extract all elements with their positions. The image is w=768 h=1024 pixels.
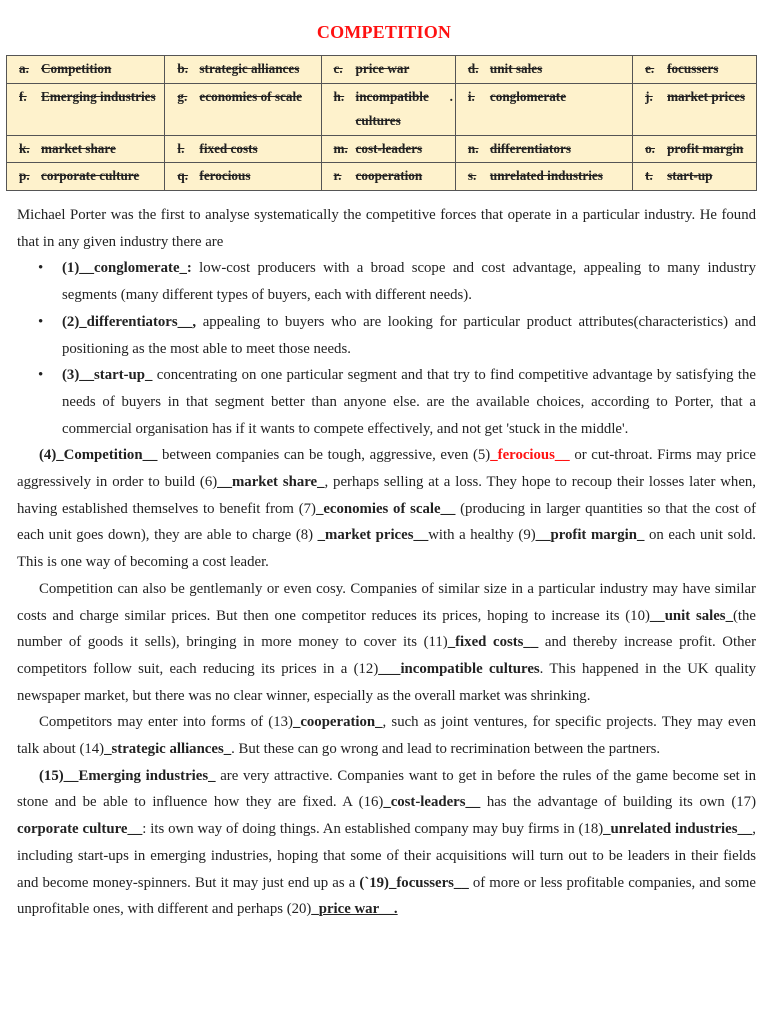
list-item <box>17 255 756 308</box>
term-text: Emerging industries <box>41 88 156 104</box>
term-letter: b. <box>177 61 189 76</box>
word-bank-term <box>177 57 318 82</box>
list-item-text: concentrating on one particular segment and that try to find competitive advantage by satisfying the needs of buyers in that segment better than anyone else. are the available choices, according to Porter, that a commercial organisation has if it wants to compete effectively, and not get 'stuck in the middle'. <box>62 367 756 437</box>
word-bank-cell <box>455 163 632 191</box>
word-bank-cell <box>633 163 757 191</box>
term-text: focussers <box>667 61 719 76</box>
term-letter: a. <box>19 61 29 76</box>
term-text: differentiators <box>489 140 571 156</box>
text: and thereby increase profit. Other competitors follow suit, each reducing its prices in a (12) <box>17 634 756 677</box>
term-text: unrelated industries <box>489 168 603 183</box>
text: : its own way of doing things. An established company may buy firms in (18) <box>142 821 604 838</box>
term-text: unit sales <box>489 61 543 76</box>
word-bank-row <box>7 163 757 191</box>
answer-17: corporate culture__ <box>17 821 143 838</box>
answer-4: (4)_Competition__ <box>39 447 158 464</box>
bullet-icon: • <box>38 260 44 277</box>
word-bank-term <box>468 57 630 82</box>
term-letter: g. <box>177 88 188 104</box>
word-bank-term <box>19 164 162 189</box>
word-bank-term <box>334 137 453 162</box>
term-letter: n. <box>467 140 479 156</box>
term-letter: t. <box>645 168 653 183</box>
term-text: fixed costs <box>199 140 258 156</box>
paragraph-price-war <box>17 576 756 710</box>
list-item <box>17 362 756 442</box>
text: (producing in larger quantities so that the cost of each unit goes down), they are able to charge (8) <box>17 500 757 544</box>
word-bank-cell <box>165 83 321 135</box>
word-bank-cell <box>633 56 757 84</box>
word-bank-term <box>645 57 754 82</box>
term-letter: m. <box>333 140 348 156</box>
term-text: conglomerate <box>489 88 567 104</box>
word-bank-cell <box>633 83 757 135</box>
term-text: ferocious <box>199 168 251 183</box>
answer-5: _ferocious__ <box>490 447 570 464</box>
word-bank-term <box>468 137 630 162</box>
term-letter: d. <box>467 61 479 76</box>
word-bank-term <box>645 137 754 162</box>
term-letter: j. <box>645 88 653 104</box>
text: , perhaps selling at a loss. They hope to recoup their losses later when, having established themselves to benefit from (7) <box>17 474 756 517</box>
answer-8: _market prices__ <box>317 527 429 544</box>
term-text: price war <box>355 61 410 76</box>
word-bank-cell <box>321 83 455 135</box>
term-letter: f. <box>19 88 27 104</box>
term-letter: h. <box>333 88 345 104</box>
word-bank-term <box>468 85 630 110</box>
term-text: cost-leaders <box>355 140 423 156</box>
answer-10: __unit sales_ <box>649 607 733 624</box>
answer-12: ___incompatible cultures <box>378 660 540 677</box>
term-text: market prices <box>667 88 746 104</box>
porter-strategies-list <box>17 255 756 442</box>
text: on each unit sold. This is one way of becoming a cost leader. <box>17 527 756 571</box>
text: . This happened in the UK quality newspaper market, but there was no clear winner, especially as the overall market was shrinking. <box>17 660 756 704</box>
exercise-text <box>17 202 756 923</box>
term-text: Competition <box>41 61 112 76</box>
word-bank-cell <box>165 135 321 163</box>
word-bank-term <box>19 137 162 162</box>
word-bank-row <box>7 83 757 135</box>
text: , such as joint ventures, for specific projects. They may even talk about (14) <box>17 714 756 758</box>
bullet-icon: • <box>38 313 44 330</box>
answer-9: __profit margin_ <box>535 527 645 544</box>
term-letter: o. <box>645 140 655 156</box>
text: between companies can be tough, aggressive, even (5) <box>157 447 491 464</box>
word-bank-cell <box>7 83 165 135</box>
word-bank-cell <box>7 56 165 84</box>
word-bank-cell <box>321 163 455 191</box>
paragraph-competition <box>17 442 756 576</box>
word-bank-term <box>19 85 162 110</box>
word-bank-term <box>177 164 318 189</box>
answer-11: _fixed costs__ <box>447 634 539 651</box>
answer-15: (15)__Emerging industries_ <box>39 767 216 784</box>
term-text: strategic alliances <box>199 61 300 76</box>
answer-3: (3)__start-up_ <box>62 367 153 384</box>
term-letter: e. <box>645 61 655 76</box>
answer-16: _cost-leaders__ <box>383 794 481 811</box>
paragraph-cooperation <box>17 709 756 762</box>
paragraph-emerging <box>17 763 756 923</box>
term-text: incompatible cultures <box>355 88 429 128</box>
word-bank-term <box>645 85 754 110</box>
word-bank-cell <box>321 56 455 84</box>
bullet-icon: • <box>38 367 44 384</box>
word-bank-term <box>334 85 453 134</box>
text: or cut-throat. Firms may price aggressively in order to build (6) <box>17 447 756 491</box>
answer-18: _unrelated industries__ <box>603 821 753 838</box>
term-letter: l. <box>177 140 185 156</box>
word-bank-cell <box>455 83 632 135</box>
term-text: cooperation <box>355 168 423 183</box>
term-text: start-up <box>667 168 713 183</box>
list-item <box>17 309 756 362</box>
text: has the advantage of building its own (17) <box>480 794 756 811</box>
answer-7: _economies of scale__ <box>315 500 456 517</box>
text: Competition can also be gentlemanly or even cosy. Companies of similar size in a particular industry may have similar costs and charge similar prices. But then one competitor reduces its prices, hoping to increase its (10) <box>17 580 756 624</box>
term-letter: s. <box>467 168 477 183</box>
term-letter: p. <box>19 168 30 183</box>
answer-2: (2)_differentiators__, <box>62 313 197 330</box>
answer-19: (`19)_focussers__ <box>359 874 469 891</box>
text: . But these can go wrong and lead to recrimination between the partners. <box>231 741 661 758</box>
term-letter: i. <box>467 88 475 104</box>
word-bank-term <box>645 164 754 189</box>
page-title: COMPETITION <box>316 22 452 42</box>
word-bank-term <box>468 164 630 189</box>
word-bank-term <box>334 57 453 82</box>
intro-paragraph: Michael Porter was the first to analyse systematically the competitive forces that operate in a particular industry. He found that in any given industry there are <box>17 207 756 250</box>
text: Competitors may enter into forms of (13) <box>39 714 293 731</box>
text: with a healthy (9) <box>428 527 536 544</box>
word-bank-term <box>334 164 453 189</box>
text: , including start-ups in emerging industries, hoping that some of their acquisitions will turn out to be leaders in their fields and become money-spinners. But it may just end up as a <box>17 821 756 891</box>
list-item-text: low-cost producers with a broad scope and cost advantage, appealing to many industry segments (many different types of buyers, each with different needs). <box>62 260 756 304</box>
word-bank-cell <box>455 135 632 163</box>
term-text: corporate culture <box>41 168 140 183</box>
text: are very attractive. Companies want to get in before the rules of the game become set in stone and be able to influence how they are fixed. A (16) <box>17 767 756 811</box>
word-bank-term <box>177 85 318 110</box>
word-bank-row <box>7 135 757 163</box>
word-bank-term <box>19 57 162 82</box>
word-bank-cell <box>165 56 321 84</box>
word-bank-cell <box>7 163 165 191</box>
term-tail: . <box>449 88 453 104</box>
text: of more or less profitable companies, and some unprofitable ones, with different and perhaps (20) <box>17 874 757 918</box>
term-letter: c. <box>333 61 343 76</box>
term-letter: r. <box>333 168 342 183</box>
answer-14: _strategic alliances_ <box>104 741 232 758</box>
word-bank-term <box>177 137 318 162</box>
term-text: profit margin <box>667 140 744 156</box>
term-text: market share <box>41 140 116 156</box>
answer-6: __market share_ <box>217 474 325 491</box>
text: (the number of goods it sells), bringing in more money to cover its (11) <box>17 607 756 651</box>
term-letter: q. <box>177 168 189 183</box>
term-letter: k. <box>19 140 30 156</box>
word-bank-row <box>7 56 757 84</box>
word-bank-cell <box>165 163 321 191</box>
word-bank-cell <box>321 135 455 163</box>
word-bank-cell <box>7 135 165 163</box>
answer-13: _cooperation_ <box>292 714 383 731</box>
word-bank-cell <box>633 135 757 163</box>
word-bank-cell <box>455 56 632 84</box>
word-bank-table <box>6 55 757 191</box>
term-text: economies of scale <box>199 88 302 104</box>
list-item-text: appealing to buyers who are looking for particular product attributes(characteristics) and positioning as the most able to meet those needs. <box>62 313 756 357</box>
answer-1: (1)__conglomerate_: <box>62 260 192 277</box>
answer-20: _price war__. <box>311 901 398 918</box>
